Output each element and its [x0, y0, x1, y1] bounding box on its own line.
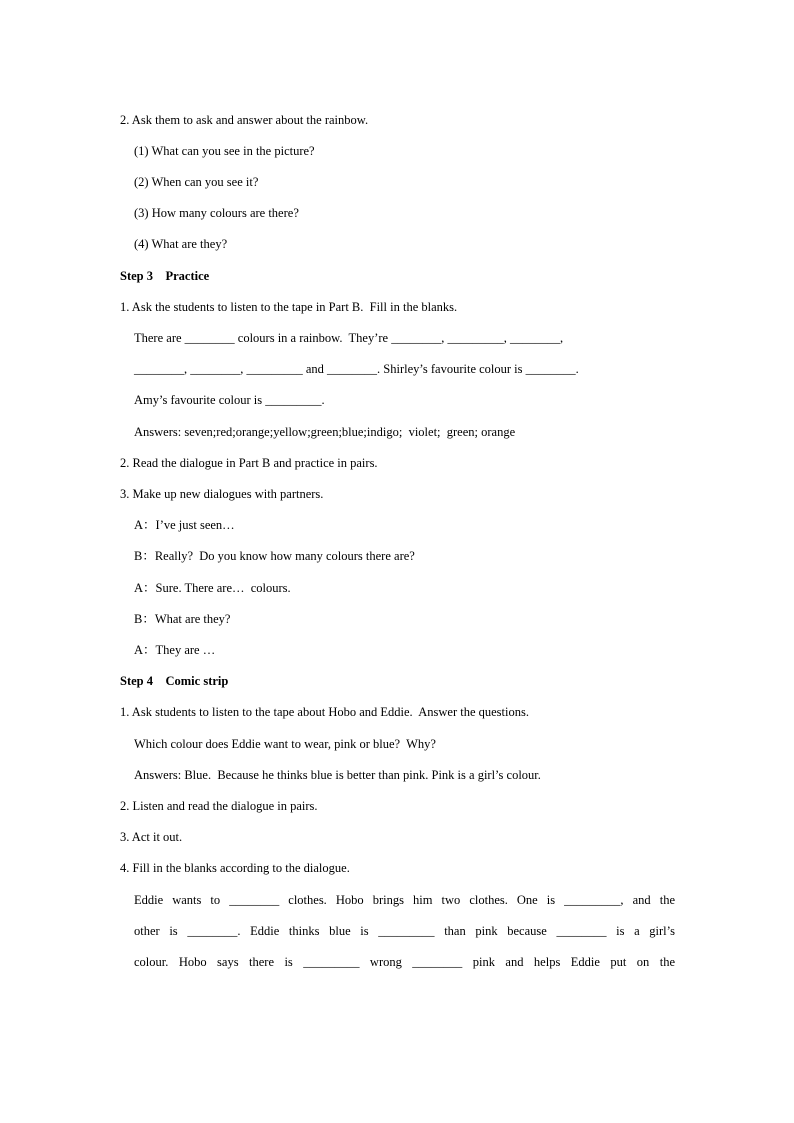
step4-item-1: 1. Ask students to listen to the tape about Hobo and Eddie. Answer the questions. — [120, 705, 529, 719]
step4-item-4: 4. Fill in the blanks according to the dialogue. — [120, 861, 350, 875]
comic-fill-line-3: colour. Hobo says there is _________ wrong ________ pink and helps Eddie put on the — [134, 955, 675, 969]
question-1: (1) What can you see in the picture? — [134, 144, 315, 158]
dialogue-b-1: B：Really? Do you know how many colours there are? — [134, 549, 415, 563]
step4-item-2: 2. Listen and read the dialogue in pairs. — [120, 799, 318, 813]
comic-fill-line-2: other is ________. Eddie thinks blue is _________ than pink because ________ is a girl’s — [134, 924, 675, 938]
step3-item-3: 3. Make up new dialogues with partners. — [120, 487, 324, 501]
fill-blank-line-2: ________, ________, _________ and ________. Shirley’s favourite colour is ________. — [134, 362, 579, 376]
step3-item-2: 2. Read the dialogue in Part B and practice in pairs. — [120, 456, 378, 470]
comic-question: Which colour does Eddie want to wear, pink or blue? Why? — [134, 737, 436, 751]
answers-line-2: Answers: Blue. Because he thinks blue is better than pink. Pink is a girl’s colour. — [134, 768, 541, 782]
dialogue-b-2: B：What are they? — [134, 612, 231, 626]
question-2: (2) When can you see it? — [134, 175, 259, 189]
dialogue-a-2: A：Sure. There are… colours. — [134, 581, 291, 595]
step3-item-1: 1. Ask the students to listen to the tape in Part B. Fill in the blanks. — [120, 300, 458, 314]
fill-blank-line-1: There are ________ colours in a rainbow. They’re ________, _________, ________, — [134, 331, 564, 345]
item-2-ask-rainbow: 2. Ask them to ask and answer about the rainbow. — [120, 113, 369, 127]
question-4: (4) What are they? — [134, 237, 228, 251]
answers-line-1: Answers: seven;red;orange;yellow;green;blue;indigo; violet; green; orange — [134, 425, 516, 439]
step-4-heading: Step 4 Comic strip — [120, 674, 229, 688]
step-3-heading: Step 3 Practice — [120, 269, 210, 283]
question-3: (3) How many colours are there? — [134, 206, 299, 220]
step4-item-3: 3. Act it out. — [120, 830, 183, 844]
dialogue-a-1: A：I’ve just seen… — [134, 518, 235, 532]
comic-fill-line-1: Eddie wants to ________ clothes. Hobo brings him two clothes. One is _________, and the — [134, 893, 675, 907]
dialogue-a-3: A：They are … — [134, 643, 216, 657]
fill-blank-line-3: Amy’s favourite colour is _________. — [134, 393, 325, 407]
